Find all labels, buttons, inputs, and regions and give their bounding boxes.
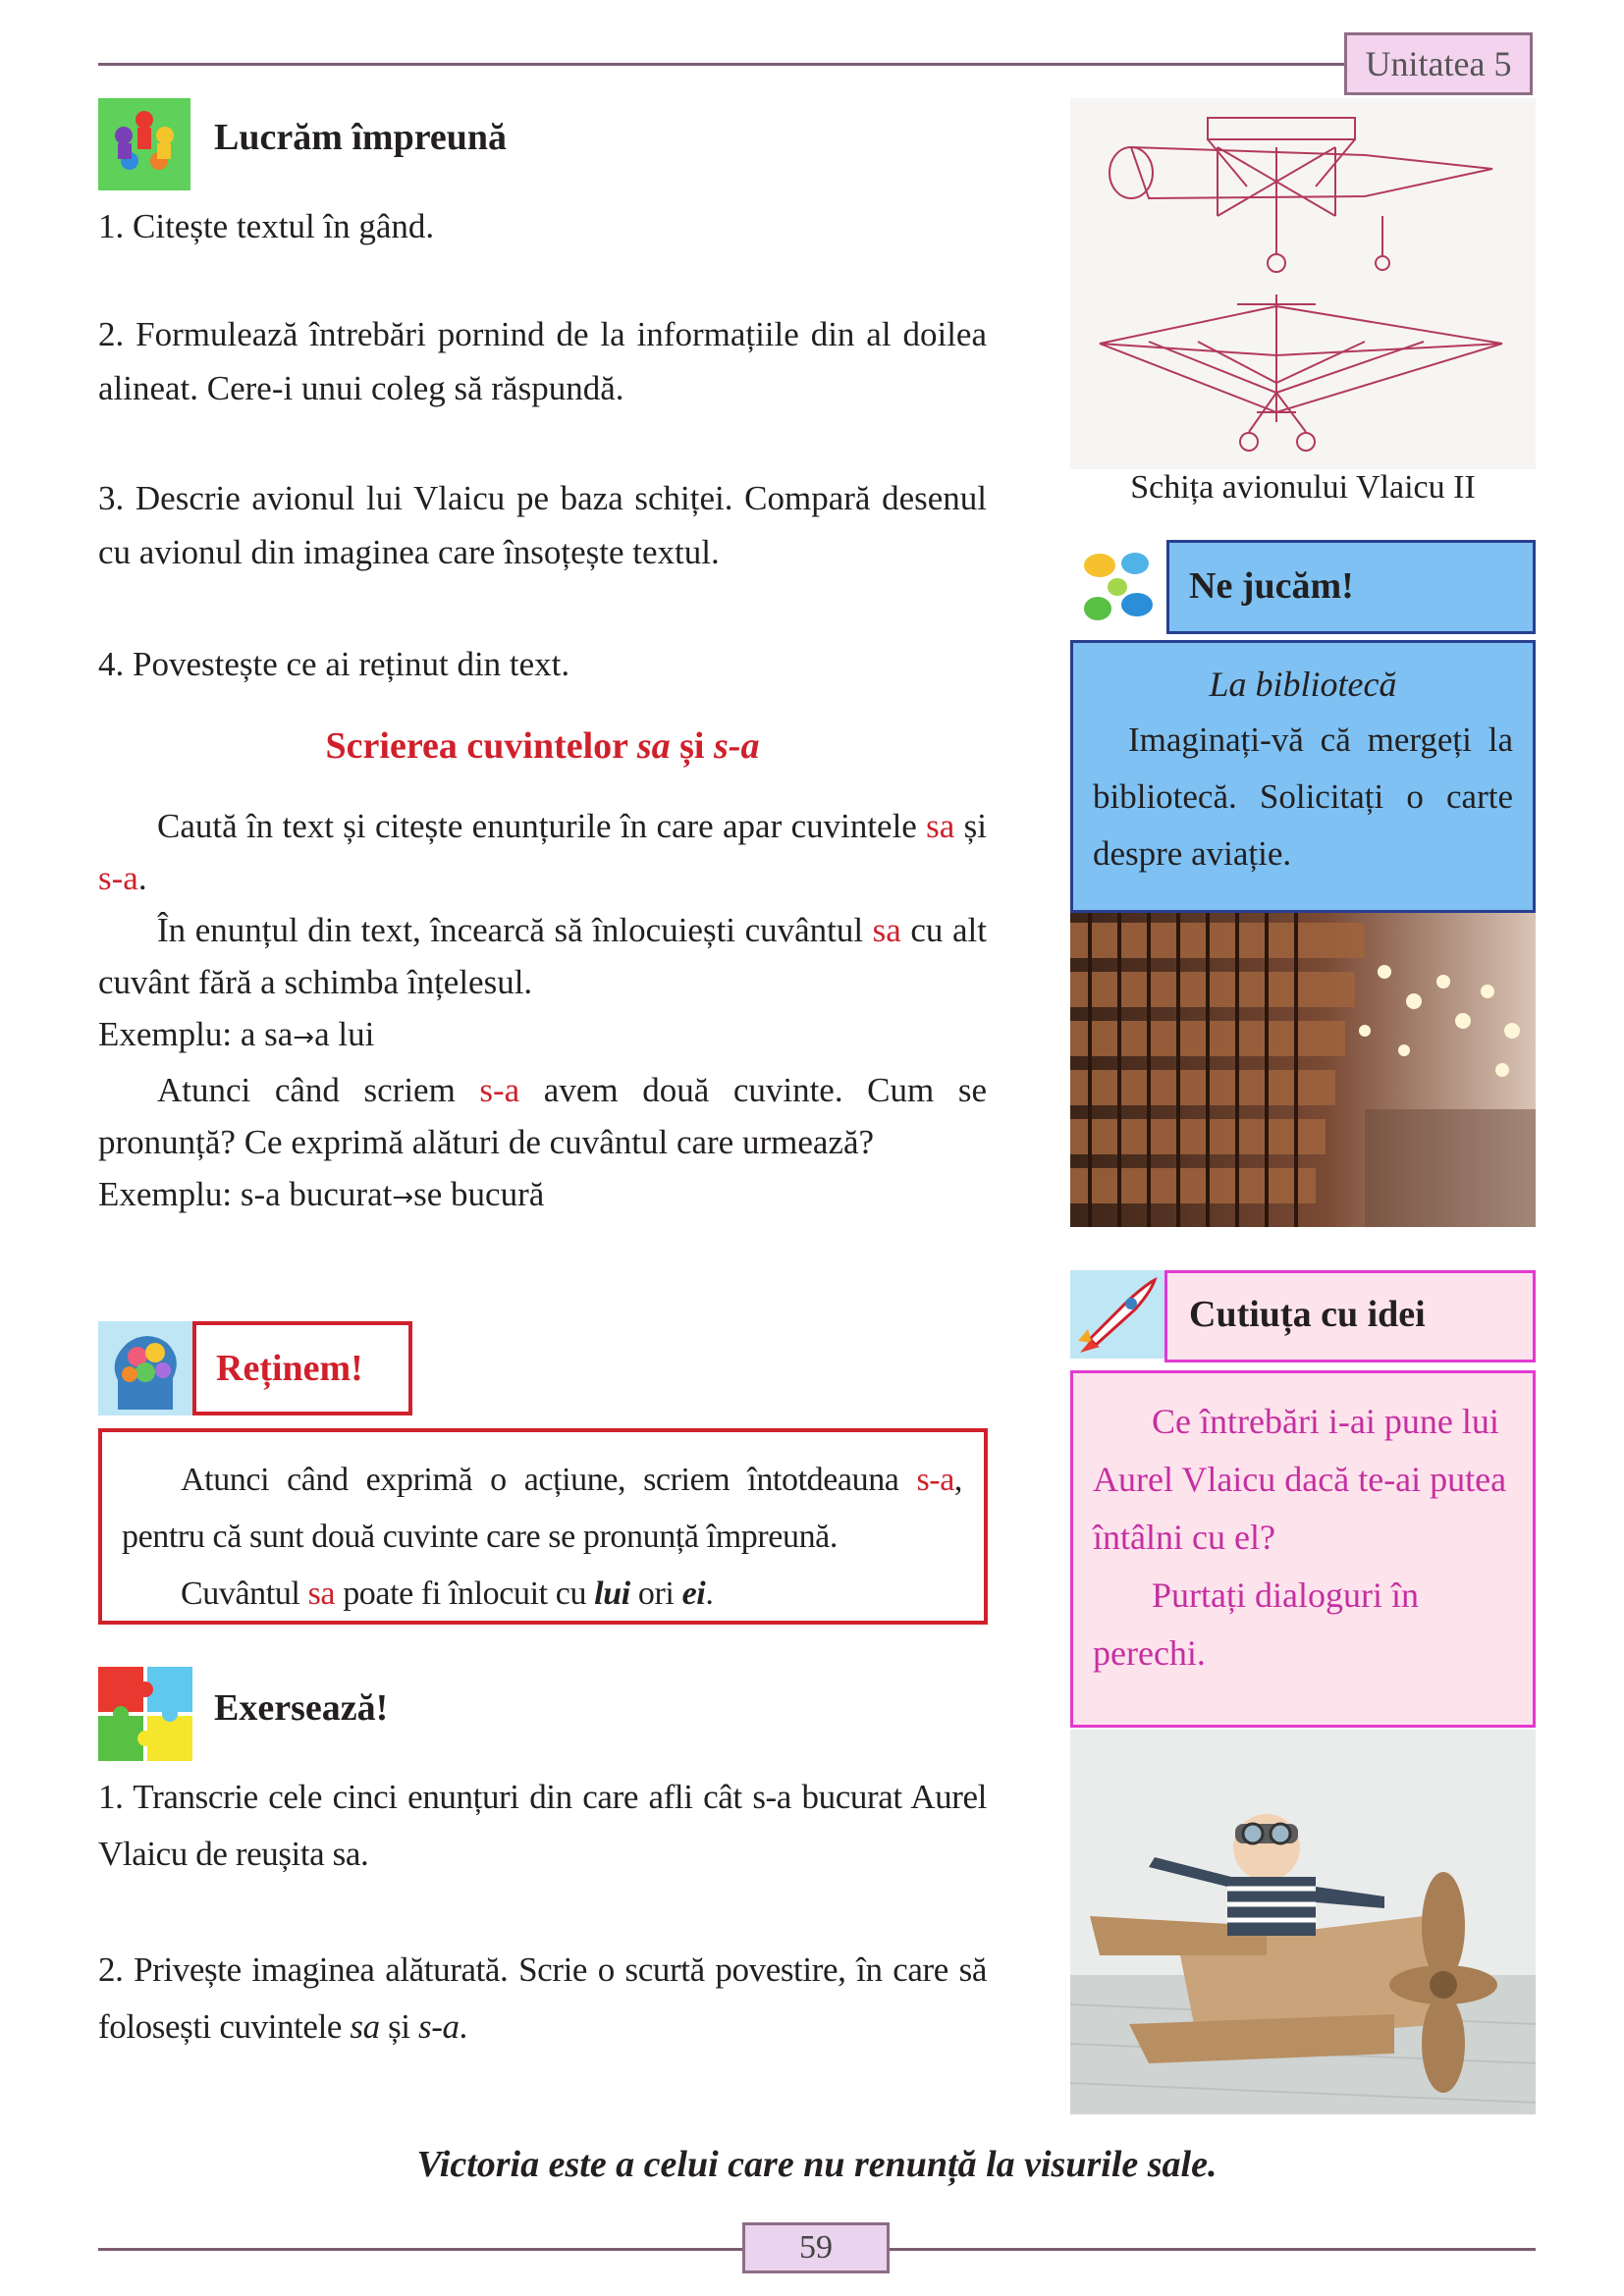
retinem-title: Reținem!	[216, 1348, 363, 1389]
scrierea-title-sa: sa	[636, 725, 671, 767]
brain-icon	[98, 1321, 192, 1415]
ne-jucam-title-box	[1166, 540, 1536, 634]
retinem-text	[122, 1452, 962, 1623]
retinem-title-box	[192, 1321, 412, 1415]
cutiuta-text-1: Ce întrebări i-ai pune lui Aurel Vlaicu dacă te-ai putea întâlni cu el?	[1093, 1402, 1507, 1557]
scrierea-example-1: Exemplu: a sa→a lui	[98, 1015, 375, 1053]
exerseaza-title: Exersează!	[214, 1687, 389, 1729]
retinem-line-2: Cuvântul sa poate fi înlocuit cu lui ori ei.	[181, 1575, 714, 1612]
scrierea-paragraph-3: Atunci când scriem s-a avem două cuvinte. Cum se pronunță? Ce exprimă alături de cuvântul care urmează?	[98, 1071, 987, 1161]
cutiuta-box	[1070, 1370, 1536, 1728]
cutiuta-title: Cutiuța cu idei	[1189, 1294, 1426, 1335]
library-image	[1070, 913, 1536, 1227]
lucram-item-1: 1. Citește textul în gând.	[98, 207, 435, 245]
top-rule	[98, 63, 1344, 66]
lucram-item-2: 2. Formulează întrebări pornind de la informațiile din al doilea alineat. Cere-i unui coleg să răspundă.	[98, 315, 987, 407]
exerseaza-item-1: 1. Transcrie cele cinci enunțuri din care afli cât s-a bucurat Aurel Vlaicu de reușita sa.	[98, 1778, 987, 1873]
scrierea-title-and: și	[670, 725, 714, 767]
arrow-icon: →	[293, 1023, 315, 1052]
cutiuta-text	[1093, 1393, 1517, 1682]
biblioteca-box	[1070, 640, 1536, 913]
bottom-rule-left	[98, 2248, 742, 2251]
ne-jucam-title: Ne jucăm!	[1189, 565, 1354, 607]
unit-label: Unitatea 5	[1344, 32, 1533, 95]
scrierea-paragraph-1: Caută în text și citește enunțurile în care apar cuvintele sa și s-a.	[98, 807, 987, 897]
rocket-icon	[1070, 1270, 1164, 1359]
page-number: 59	[742, 2222, 890, 2273]
retinem-box	[98, 1428, 988, 1625]
retinem-line-1: Atunci când exprimă o acțiune, scriem întotdeauna s-a, pentru că sunt două cuvinte care se pronunță împreună.	[122, 1462, 962, 1555]
bottom-rule-right	[890, 2248, 1536, 2251]
motto: Victoria este a celui care nu renunță la visurile sale.	[416, 2144, 1218, 2185]
scrierea-title-s-a: s-a	[714, 725, 760, 767]
biblioteca-title: La bibliotecă	[1209, 665, 1397, 704]
airplane-sketch-image	[1070, 98, 1536, 469]
puzzle-icon	[98, 1667, 192, 1761]
teamwork-icon	[98, 98, 190, 190]
lucram-item-4: 4. Povestește ce ai reținut din text.	[98, 645, 570, 683]
sketch-caption: Schița avionului Vlaicu II	[1130, 469, 1476, 506]
cutiuta-title-box	[1164, 1270, 1536, 1362]
scrierea-paragraph-2: În enunțul din text, încearcă să înlocuiești cuvântul sa cu alt cuvânt fără a schimba înțelesul.	[98, 911, 987, 1001]
exerseaza-item-2: 2. Privește imaginea alăturată. Scrie o scurtă povestire, în care să folosești cuvintele sa și s-a.	[98, 1950, 987, 2046]
scrierea-title	[98, 724, 987, 768]
cutiuta-text-2: Purtați dialoguri în perechi.	[1093, 1575, 1419, 1673]
scrierea-example-2: Exemplu: s-a bucurat→se bucură	[98, 1175, 545, 1213]
lucram-title: Lucrăm împreună	[214, 117, 508, 158]
biblioteca-text: Imaginați-vă că mergeți la bibliotecă. Solicitați o carte despre aviație.	[1093, 721, 1513, 873]
lucram-item-3: 3. Descrie avionul lui Vlaicu pe baza schiței. Compară desenul cu avionul din imaginea care însoțește textul.	[98, 479, 987, 571]
child-plane-image	[1070, 1730, 1536, 2114]
scrierea-title-main: Scrierea cuvintelor	[325, 725, 637, 767]
scrierea-body	[98, 800, 987, 1224]
arrow-icon: →	[392, 1183, 414, 1212]
hands-icon	[1070, 540, 1164, 634]
